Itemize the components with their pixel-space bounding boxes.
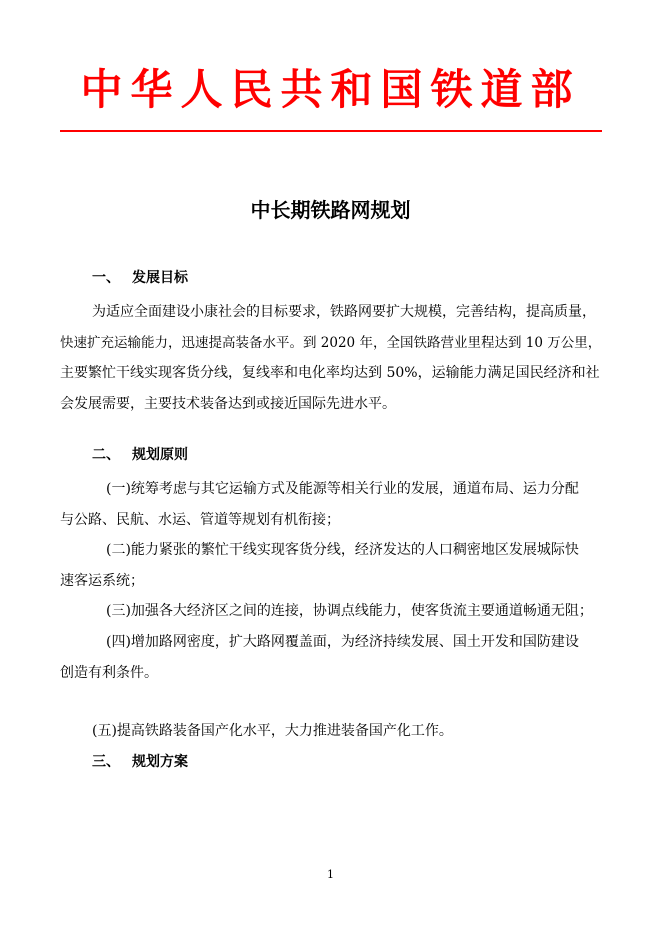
section-number: 一、	[92, 270, 120, 286]
letterhead-title: 中华人民共和国铁道部	[80, 65, 581, 114]
paragraph	[60, 627, 602, 688]
paragraph-line: 创造有利条件。	[60, 664, 158, 681]
paragraph-line: 主要繁忙干线实现客货分线，复线率和电化率均达到 50%，运输能力满足国民经济和社	[60, 365, 600, 381]
page-number: 1	[327, 868, 334, 881]
paragraph	[60, 535, 602, 596]
section-title: 发展目标	[132, 270, 188, 286]
section-number: 三、	[92, 754, 120, 770]
section-title: 规划原则	[132, 447, 188, 463]
section-title: 规划方案	[132, 754, 188, 770]
paragraph-line: 与公路、民航、水运、管道等规划有机衔接；	[60, 511, 340, 528]
document-title: 中长期铁路网规划	[250, 198, 411, 222]
paragraph-line: (三)加强各大经济区之间的连接，协调点线能力，使客货流主要通道畅通无阻；	[106, 603, 593, 619]
section-heading-1	[92, 268, 188, 288]
paragraph	[60, 474, 602, 535]
paragraph	[60, 596, 602, 627]
paragraph-line: (二)能力紧张的繁忙干线实现客货分线，经济发达的人口稠密地区发展城际快	[106, 542, 579, 558]
paragraph-line: 为适应全面建设小康社会的目标要求，铁路网要扩大规模，完善结构，提高质量，	[92, 304, 596, 320]
paragraph-line: (五)提高铁路装备国产化水平，大力推进装备国产化工作。	[92, 723, 453, 739]
section-heading-2	[92, 445, 188, 465]
paragraph	[60, 297, 602, 419]
section-number: 二、	[92, 447, 120, 463]
letterhead-divider	[60, 130, 602, 132]
paragraph-line: 快速扩充运输能力，迅速提高装备水平。到 2020 年，全国铁路营业里程达到 10 万公里，	[60, 334, 602, 351]
paragraph-line: (一)统筹考虑与其它运输方式及能源等相关行业的发展，通道布局、运力分配	[106, 481, 579, 497]
section-heading-3	[92, 752, 188, 772]
paragraph-line: (四)增加路网密度，扩大路网覆盖面，为经济持续发展、国土开发和国防建设	[106, 634, 579, 650]
paragraph-line: 会发展需要，主要技术装备达到或接近国际先进水平。	[60, 395, 396, 412]
paragraph-line: 速客运系统；	[60, 572, 144, 589]
paragraph	[60, 716, 602, 747]
